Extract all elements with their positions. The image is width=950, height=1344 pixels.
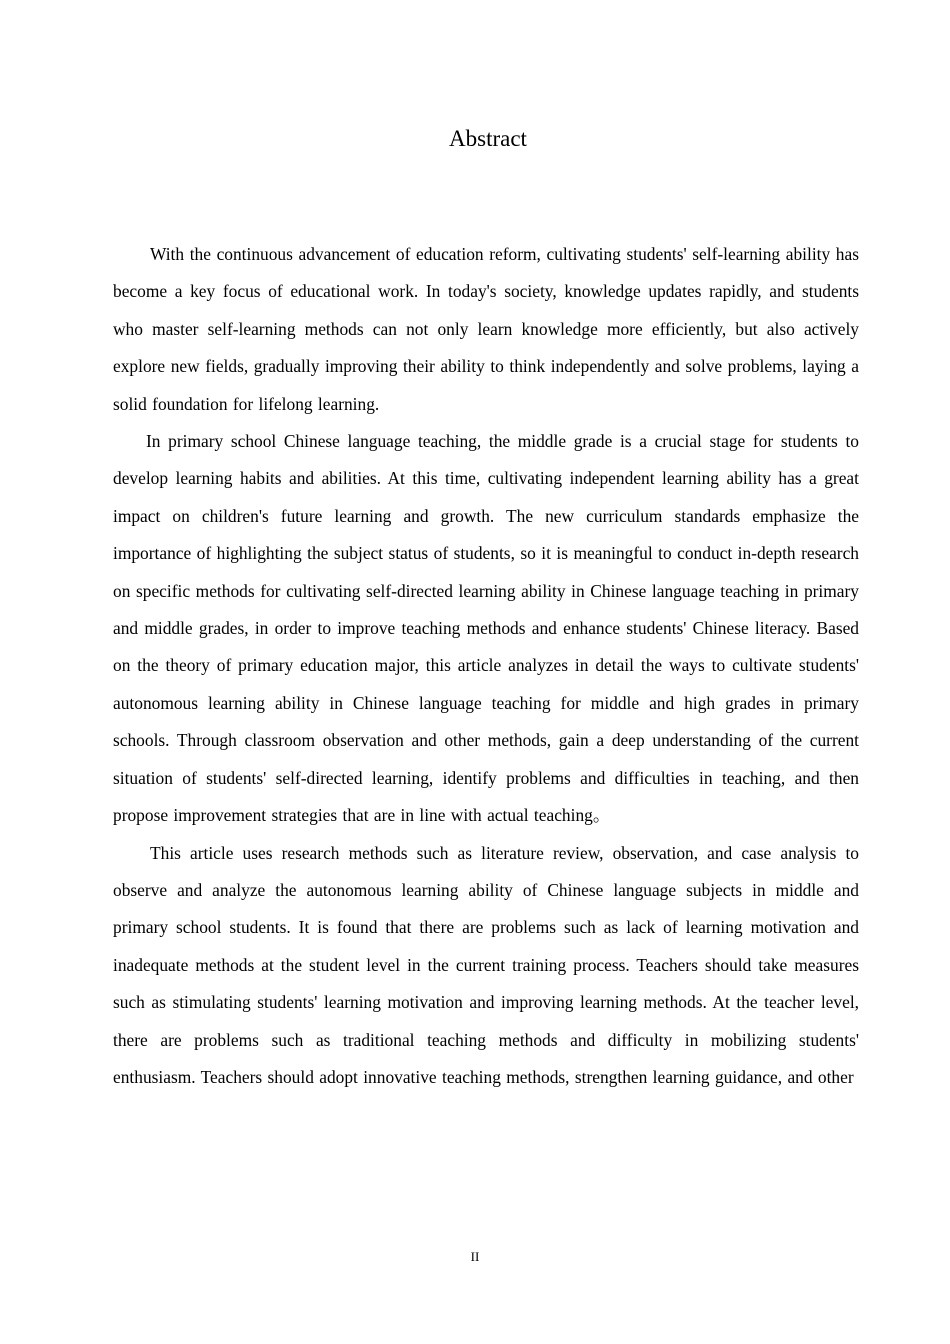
abstract-paragraph-2: In primary school Chinese language teaching, the middle grade is a crucial stage for students to develop learning habits and abilities. At this time, cultivating independent learning ability has a great impact on children's future learning and growth. The new curriculum standards emphasize the importance of highlighting the subject status of students, so it is meaningful to conduct in-depth research on specific methods for cultivating self-directed learning ability in Chinese language teaching in primary and middle grades, in order to improve teaching methods and enhance students' Chinese literacy. Based on the theory of primary education major, this article analyzes in detail the ways to cultivate students' autonomous learning ability in Chinese language teaching for middle and high grades in primary schools. Through classroom observation and other methods, gain a deep understanding of the current situation of students' self-directed learning, identify problems and difficulties in teaching, and then propose improvement strategies that are in line with actual teaching。 bbox=[113, 431, 859, 826]
abstract-paragraph-3: This article uses research methods such as literature review, observation, and case analysis to observe and analyze the autonomous learning ability of Chinese language subjects in middle and primary school students. It is found that there are problems such as lack of learning motivation and inadequate methods at the student level in the current training process. Teachers should take measures such as stimulating students' learning motivation and improving learning methods. At the teacher level, there are problems such as traditional teaching methods and difficulty in mobilizing students' enthusiasm. Teachers should adopt innovative teaching methods, strengthen learning guidance, and other bbox=[113, 842, 859, 1087]
page-number: II bbox=[470, 1249, 480, 1264]
abstract-body bbox=[113, 236, 859, 1096]
page-title: Abstract bbox=[449, 126, 527, 151]
abstract-paragraph-1: With the continuous advancement of education reform, cultivating students' self-learning ability has become a key focus of educational work. In today's society, knowledge updates rapidly, and students who master self-learning methods can not only learn knowledge more efficiently, but also actively explore new fields, gradually improving their ability to think independently and solve problems, laying a solid foundation for lifelong learning. bbox=[113, 244, 859, 414]
